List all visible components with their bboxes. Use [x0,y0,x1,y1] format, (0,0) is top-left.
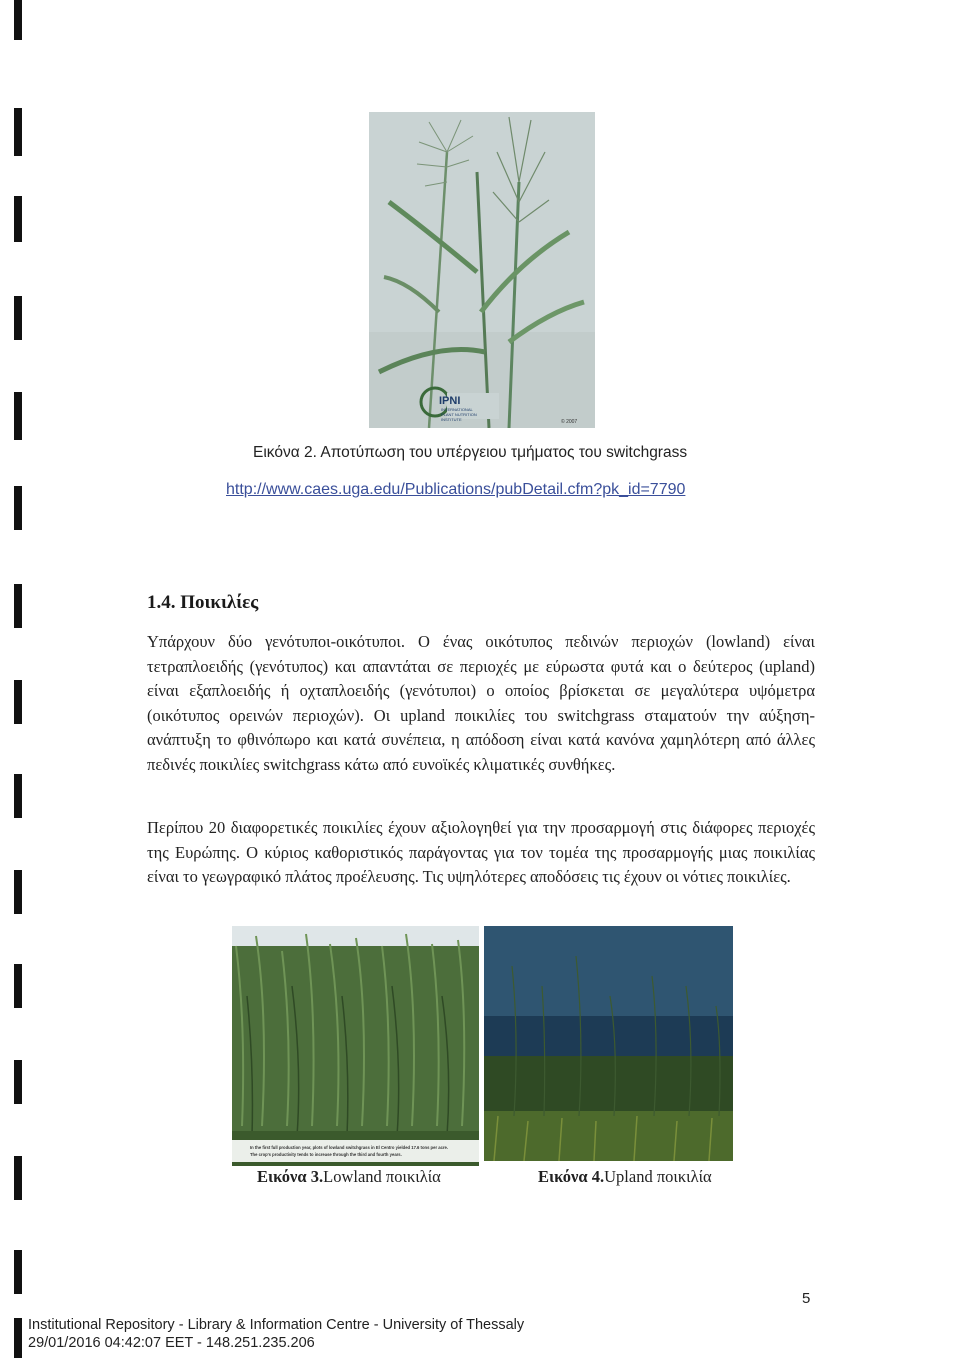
switchgrass-plant-photo [369,112,595,428]
binding-bar [14,680,22,724]
figure-4-text: Upland ποικιλία [604,1167,712,1186]
plant-illustration [369,112,595,428]
figure-4-label: Εικόνα 4. [538,1167,605,1186]
binding-bar [14,1156,22,1200]
binding-bar [14,108,22,156]
source-link[interactable]: http://www.caes.uga.edu/Publications/pubDetail.cfm?pk_id=7790 [226,481,686,498]
section-heading: 1.4. Ποικιλίες [147,592,259,613]
binding-bar [14,1250,22,1294]
logo-subtext: INSTITUTE [441,417,462,422]
binding-bar [14,296,22,340]
binding-bar [14,964,22,1008]
binding-bar [14,1060,22,1104]
lowland-illustration [232,926,479,1166]
inset-caption-box [232,1140,479,1162]
page-number: 5 [802,1290,811,1307]
upland-illustration [484,926,733,1161]
footer-line: 29/01/2016 04:42:07 EET - 148.251.235.206 [28,1335,315,1351]
logo-subtext: INTERNATIONAL [441,407,473,412]
binding-bar [14,774,22,818]
logo-subtext: PLANT NUTRITION [441,412,477,417]
figure-3-caption [257,1167,441,1187]
binding-bar [14,870,22,914]
grass-mass [232,946,479,1136]
paragraph: Περίπου 20 διαφορετικές ποικιλίες έχουν αξιολογηθεί για την προσαρμογή στις διάφορες περιοχές της Ευρώπης. Ο κύριος καθοριστικός παράγοντας για τον τομέα της προσαρμογής μιας ποικιλίας είναι το γεωγραφικό πλάτος προέλευσης. Τις υψηλότερες αποδόσεις τις έχουν οι νότιες ποικιλίες. [147,818,815,886]
foreground-grass [484,1111,733,1161]
figure-3-label: Εικόνα 3. [257,1167,324,1186]
figure-4-caption [538,1167,712,1187]
binding-bar [14,196,22,242]
lowland-field-photo [232,926,479,1166]
copyright-text: © 2007 [561,419,578,425]
binding-bar [14,584,22,628]
logo-text: IPNI [439,395,461,407]
figure-2-caption: Εικόνα 2. Αποτύπωση του υπέργειου τμήματος του switchgrass [253,444,688,461]
upper-sky [484,926,733,1016]
binding-bar [14,1318,22,1358]
inset-caption-line: The crop's productivity tends to increase through the third and fourth years. [250,1152,402,1157]
figure-3-text: Lowland ποικιλία [323,1167,441,1186]
binding-bar [14,392,22,440]
inset-caption-line: In the first full production year, plots of lowland switchgrass in El Centro yielded 17.6 tons per acre. [250,1145,449,1150]
paragraph: Υπάρχουν δύο γενότυποι-οικότυποι. Ο ένας οικότυπος πεδινών περιοχών (lowland) είναι τετραπλοειδής (γενότυπος) και απαντάται σε περιοχές με εύρωστα φυτά και ο δεύτερος (upland) είναι εξαπλοειδής ή οχταπλοειδής (γενότυποι) ο οποίος βρίσκεται σε μεγαλύτερα υψόμετρα (οικότυπος ορεινών περιοχών). Οι upland ποικιλίες του switchgrass σταματούν την αύξηση-ανάπτυξη το φθινόπωρο και κατά συνέπεια, η απόδοση είναι κατά κανόνα χαμηλότερη από άλλες πεδινές ποικιλίες switchgrass κάτω από ευνοϊκές κλιματικές συνθήκες. [147,632,815,774]
repository-footer [28,1316,524,1352]
upland-field-photo [484,926,733,1161]
binding-bar [14,486,22,530]
footer-line: Institutional Repository - Library & Information Centre - University of Thessaly [28,1317,525,1333]
binding-bar [14,0,22,40]
